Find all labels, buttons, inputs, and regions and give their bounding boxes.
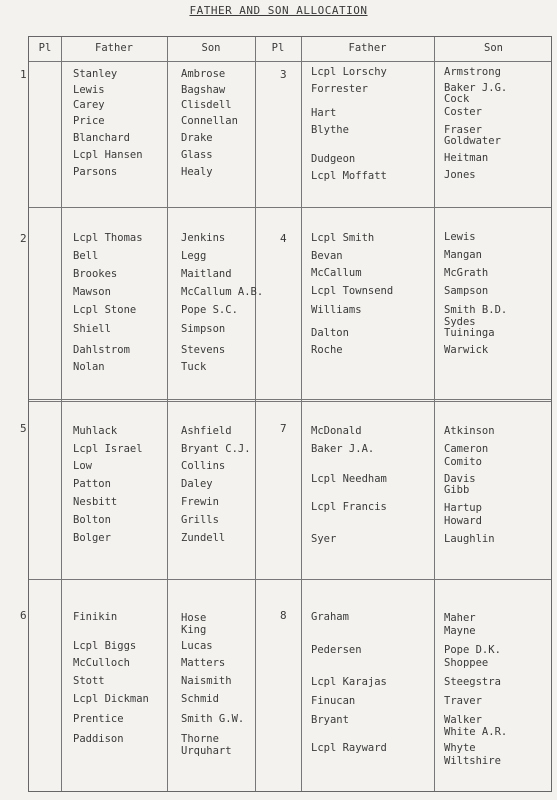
father-name: Bell (73, 250, 99, 262)
son-name: Stevens (181, 344, 226, 356)
father-name: Paddison (73, 733, 124, 745)
column-divider (301, 37, 302, 791)
son-name: McGrath (444, 267, 489, 279)
father-name: Nesbitt (73, 496, 118, 508)
father-name: Lcpl Rayward (311, 742, 387, 754)
father-name: McCulloch (73, 657, 130, 669)
father-name: Lcpl Thomas (73, 232, 143, 244)
father-name: Lcpl Townsend (311, 285, 394, 297)
son-name: Pope S.C. (181, 304, 238, 316)
father-name: McDonald (311, 425, 362, 437)
column-divider (167, 37, 168, 791)
son-name: Ashfield (181, 425, 232, 437)
son-name: Walker (444, 714, 482, 726)
son-name: Collins (181, 460, 226, 472)
platoon-number: 3 (280, 68, 287, 81)
son-name: Connellan (181, 115, 238, 127)
son-name: White A.R. (444, 726, 508, 738)
father-name: Roche (311, 344, 343, 356)
son-name: Matters (181, 657, 226, 669)
father-name: Stanley (73, 68, 118, 80)
son-name: Comito (444, 456, 482, 468)
son-name: Simpson (181, 323, 226, 335)
son-name: Atkinson (444, 425, 495, 437)
platoon-number: 6 (20, 609, 27, 622)
son-name: Warwick (444, 344, 489, 356)
son-name: Sydes (444, 316, 476, 328)
son-name: Wiltshire (444, 755, 501, 767)
son-name: Hose (181, 612, 207, 624)
father-name: Brookes (73, 268, 118, 280)
father-name: Lcpl Francis (311, 501, 387, 513)
father-name: Williams (311, 304, 362, 316)
son-name: Jones (444, 169, 476, 181)
father-name: Stott (73, 675, 105, 687)
son-name: Tuininga (444, 327, 495, 339)
father-name: McCallum (311, 267, 362, 279)
father-name: Lcpl Biggs (73, 640, 137, 652)
father-name: Lcpl Hansen (73, 149, 143, 161)
father-name: Dalton (311, 327, 349, 339)
son-name: Smith B.D. (444, 304, 508, 316)
son-name: Mayne (444, 625, 476, 637)
row-divider (29, 61, 551, 62)
father-name: Lcpl Needham (311, 473, 387, 485)
header-father-right: Father (348, 42, 387, 54)
son-name: Schmid (181, 693, 219, 705)
father-name: Syer (311, 533, 337, 545)
father-name: Lcpl Karajas (311, 676, 387, 688)
son-name: Daley (181, 478, 213, 490)
son-name: Heitman (444, 152, 489, 164)
father-name: Pedersen (311, 644, 362, 656)
son-name: Laughlin (444, 533, 495, 545)
father-name: Bryant (311, 714, 349, 726)
father-name: Lcpl Lorschy (311, 66, 387, 78)
father-name: Price (73, 115, 105, 127)
document-title: FATHER AND SON ALLOCATION (189, 4, 368, 17)
son-name: Steegstra (444, 676, 501, 688)
father-name: Blythe (311, 124, 349, 136)
son-name: Gibb (444, 484, 470, 496)
father-name: Finikin (73, 611, 118, 623)
father-name: Blanchard (73, 132, 130, 144)
father-name: Patton (73, 478, 111, 490)
father-name: Lewis (73, 84, 105, 96)
son-name: Armstrong (444, 66, 501, 78)
father-name: Mawson (73, 286, 111, 298)
son-name: Ambrose (181, 68, 226, 80)
row-divider (29, 579, 551, 580)
father-name: Bevan (311, 250, 343, 262)
father-name: Finucan (311, 695, 356, 707)
son-name: Bagshaw (181, 84, 226, 96)
son-name: Hartup (444, 502, 482, 514)
header-father-left: Father (95, 42, 133, 54)
father-name: Forrester (311, 83, 368, 95)
son-name: Shoppee (444, 657, 489, 669)
son-name: Legg (181, 250, 207, 262)
father-name: Lcpl Smith (311, 232, 375, 244)
father-name: Lcpl Israel (73, 443, 143, 455)
platoon-number: 4 (280, 232, 287, 245)
son-name: McCallum A.B. (181, 286, 264, 298)
son-name: Cock (444, 93, 470, 105)
father-name: Baker J.A. (311, 443, 375, 455)
son-name: Smith G.W. (181, 713, 245, 725)
son-name: Healy (181, 166, 213, 178)
son-name: Cameron (444, 443, 489, 455)
allocation-table (20, 36, 552, 792)
son-name: Traver (444, 695, 482, 707)
son-name: Naismith (181, 675, 232, 687)
son-name: Jenkins (181, 232, 226, 244)
son-name: Zundell (181, 532, 226, 544)
son-name: Mangan (444, 249, 482, 261)
father-name: Muhlack (73, 425, 118, 437)
son-name: Pope D.K. (444, 644, 501, 656)
father-name: Lcpl Moffatt (311, 170, 387, 182)
father-name: Dudgeon (311, 153, 356, 165)
father-name: Carey (73, 99, 105, 111)
son-name: Howard (444, 515, 482, 527)
header-pl-right: Pl (271, 42, 285, 54)
son-name: Coster (444, 106, 482, 118)
son-name: Lewis (444, 231, 476, 243)
father-name: Bolton (73, 514, 111, 526)
header-son-right: Son (484, 42, 503, 54)
father-name: Dahlstrom (73, 344, 130, 356)
son-name: Thorne (181, 733, 219, 745)
platoon-number: 2 (20, 232, 27, 245)
son-name: Lucas (181, 640, 213, 652)
son-name: King (181, 624, 207, 636)
father-name: Low (73, 460, 92, 472)
header-pl-left: Pl (38, 42, 52, 54)
father-name: Shiell (73, 323, 111, 335)
son-name: Maitland (181, 268, 232, 280)
row-divider (29, 207, 551, 208)
father-name: Hart (311, 107, 337, 119)
son-name: Drake (181, 132, 213, 144)
header-son-left: Son (201, 42, 221, 54)
row-divider (29, 399, 551, 402)
platoon-number: 1 (20, 68, 27, 81)
column-divider (255, 37, 256, 791)
father-name: Lcpl Stone (73, 304, 137, 316)
son-name: Bryant C.J. (181, 443, 251, 455)
father-name: Graham (311, 611, 349, 623)
son-name: Grills (181, 514, 219, 526)
son-name: Fraser (444, 124, 482, 136)
son-name: Sampson (444, 285, 489, 297)
father-name: Lcpl Dickman (73, 693, 149, 705)
son-name: Frewin (181, 496, 219, 508)
platoon-number: 8 (280, 609, 287, 622)
son-name: Clisdell (181, 99, 232, 111)
son-name: Urquhart (181, 745, 232, 757)
platoon-number: 5 (20, 422, 27, 435)
son-name: Glass (181, 149, 213, 161)
platoon-number: 7 (280, 422, 287, 435)
son-name: Davis (444, 473, 476, 485)
son-name: Maher (444, 612, 476, 624)
son-name: Whyte (444, 742, 476, 754)
father-name: Prentice (73, 713, 124, 725)
father-name: Nolan (73, 361, 105, 373)
column-divider (61, 37, 62, 791)
father-name: Bolger (73, 532, 111, 544)
son-name: Goldwater (444, 135, 501, 147)
son-name: Tuck (181, 361, 207, 373)
son-name: Baker J.G. (444, 82, 508, 94)
column-divider (434, 37, 435, 791)
father-name: Parsons (73, 166, 118, 178)
